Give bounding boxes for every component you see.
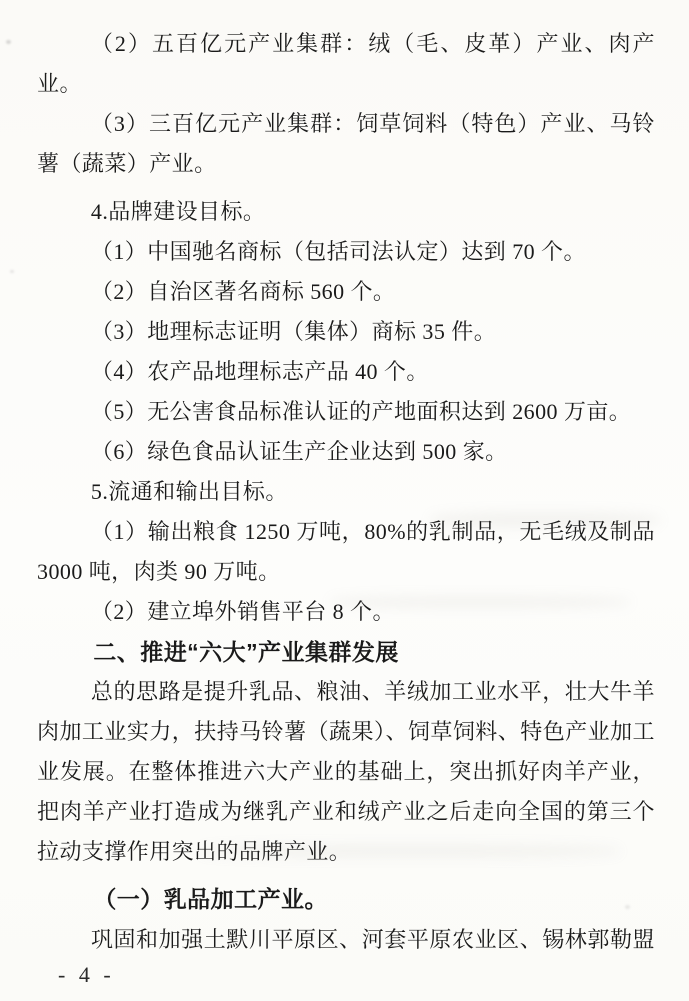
paragraph: （2）五百亿元产业集群：绒（毛、皮革）产业、肉产业。 [37,31,655,96]
paragraph: （4）农产品地理标志产品 40 个。 [90,359,429,384]
paragraph: 5.流通和输出目标。 [90,479,288,504]
scan-speck [10,270,14,273]
paragraph: （6）绿色食品认证生产企业达到 500 家。 [90,439,508,464]
paragraph: 4.品牌建设目标。 [90,199,266,224]
scan-speck [6,40,11,44]
paragraph: （5）无公害食品标准认证的产地面积达到 2600 万亩。 [90,399,632,424]
section-heading: （一）乳品加工产业。 [93,887,328,912]
paragraph: 巩固和加强土默川平原区、河套平原农业区、锡林郭勒盟 [90,927,655,952]
page-number: - 4 - [58,962,115,987]
paragraph: （2）自治区著名商标 560 个。 [90,279,396,304]
paragraph: 总的思路是提升乳品、粮油、羊绒加工业水平，壮大牛羊肉加工业实力，扶持马铃薯（蔬果）、饲草饲料、特色产业加工业发展。在整体推进六大产业的基础上，突出抓好肉羊产业，把肉羊产业打造成为继乳产业和绒产业之后走向全国的第三个拉动支撑作用突出的品牌产业。 [37,679,655,864]
paragraph: （1）输出粮食 1250 万吨，80%的乳制品，无毛绒及制品 3000 吨，肉类 90 万吨。 [37,519,655,584]
document-body [37,24,655,960]
paragraph: （3）地理标志证明（集体）商标 35 件。 [90,319,497,344]
section-heading: 二、推进“六大”产业集群发展 [93,639,399,665]
paragraph: （3）三百亿元产业集群：饲草饲料（特色）产业、马铃薯（蔬菜）产业。 [37,111,655,176]
paragraph: （1）中国驰名商标（包括司法认定）达到 70 个。 [90,239,586,264]
paragraph: （2）建立埠外销售平台 8 个。 [90,599,395,624]
